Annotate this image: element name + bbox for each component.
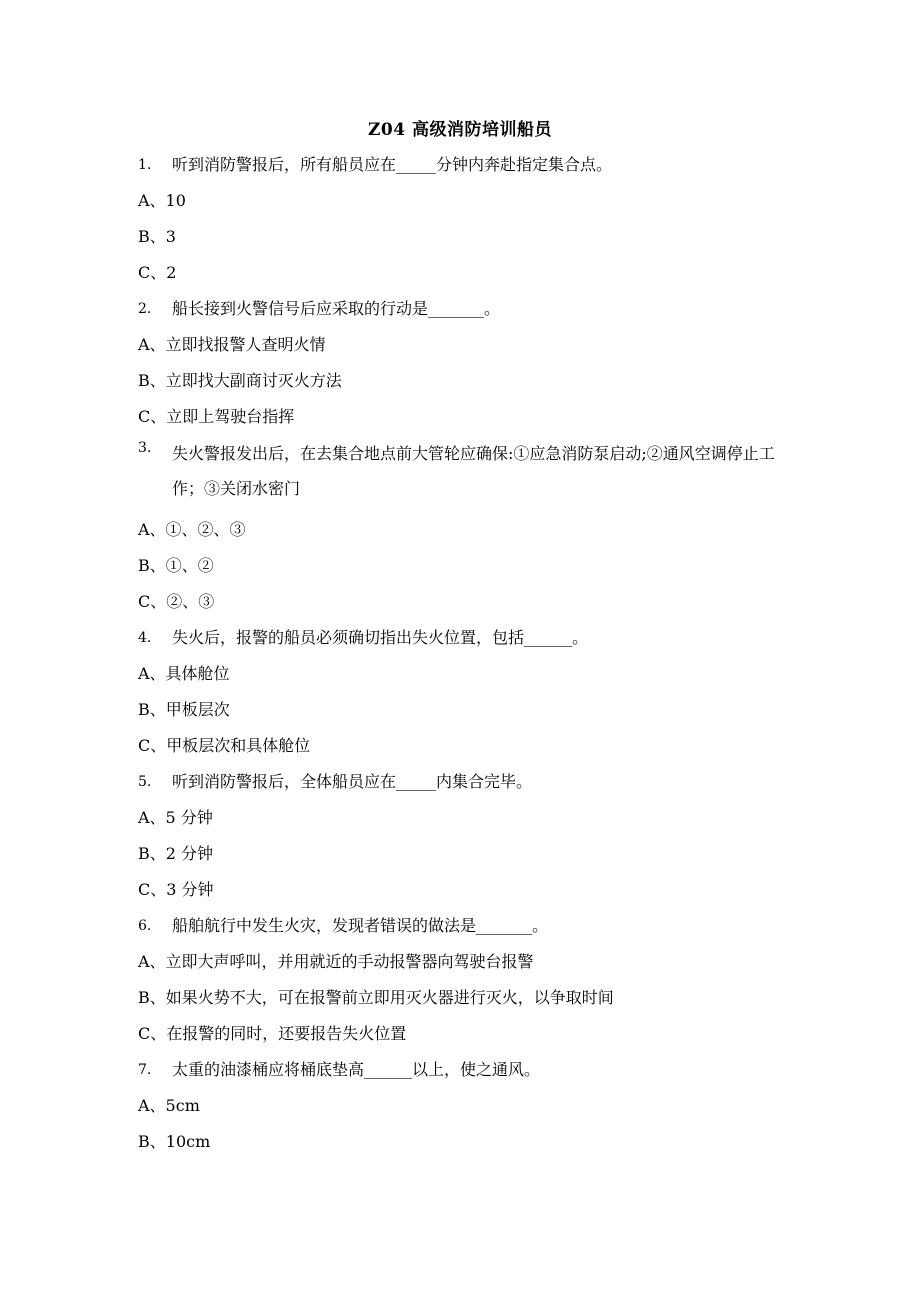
option-1a: A、10 (138, 191, 186, 210)
question-text: 船舶航行中发生火灾，发现者错误的做法是_______。 (172, 916, 549, 935)
option-6b: B、如果火势不大，可在报警前立即用灭火器进行灭火，以争取时间 (138, 988, 614, 1007)
question-3 (138, 436, 798, 518)
question-list (138, 153, 798, 1166)
option-3a: A、①、②、③ (138, 520, 246, 539)
option-3c: C、②、③ (138, 592, 215, 611)
question-text: 太重的油漆桶应将桶底垫高______以上，使之通风。 (172, 1060, 541, 1079)
question-2 (138, 297, 798, 333)
option-6a: A、立即大声呼叫，并用就近的手动报警器向驾驶台报警 (138, 952, 534, 971)
option-1b: B、3 (138, 227, 176, 246)
question-number: 2. (138, 301, 152, 317)
option-4b: B、甲板层次 (138, 700, 230, 719)
question-6 (138, 914, 798, 950)
option-5b: B、2 分钟 (138, 844, 214, 863)
option-5c: C、3 分钟 (138, 880, 214, 899)
question-text: 船长接到火警信号后应采取的行动是_______。 (172, 299, 501, 318)
option-2a: A、立即找报警人查明火情 (138, 335, 326, 354)
question-text: 失火后，报警的船员必须确切指出失火位置，包括______。 (172, 628, 589, 647)
question-text: 听到消防警报后，全体船员应在_____内集合完毕。 (172, 772, 533, 791)
option-7a: A、5cm (138, 1096, 200, 1115)
question-text: 听到消防警报后，所有船员应在_____分钟内奔赴指定集合点。 (172, 155, 613, 174)
option-2b: B、立即找大副商讨灭火方法 (138, 371, 342, 390)
question-text: 失火警报发出后，在去集合地点前大管轮应确保:①应急消防泵启动;②通风空调停止工作；③关闭水密门 (172, 444, 775, 498)
question-7 (138, 1058, 798, 1094)
question-number: 4. (138, 630, 152, 646)
option-2c: C、立即上驾驶台指挥 (138, 407, 295, 426)
option-7b: B、10cm (138, 1132, 211, 1151)
option-5a: A、5 分钟 (138, 808, 213, 827)
option-4c: C、甲板层次和具体舱位 (138, 736, 311, 755)
question-1 (138, 153, 798, 189)
page-title: Z04 高级消防培训船员 (368, 120, 552, 140)
option-6c: C、在报警的同时，还要报告失火位置 (138, 1024, 407, 1043)
question-5 (138, 770, 798, 806)
question-number: 3. (138, 440, 152, 456)
question-4 (138, 626, 798, 662)
option-4a: A、具体舱位 (138, 664, 230, 683)
question-number: 6. (138, 918, 152, 934)
question-number: 5. (138, 774, 152, 790)
question-number: 1. (138, 157, 152, 173)
option-3b: B、①、② (138, 556, 214, 575)
question-number: 7. (138, 1062, 152, 1078)
option-1c: C、2 (138, 263, 177, 282)
